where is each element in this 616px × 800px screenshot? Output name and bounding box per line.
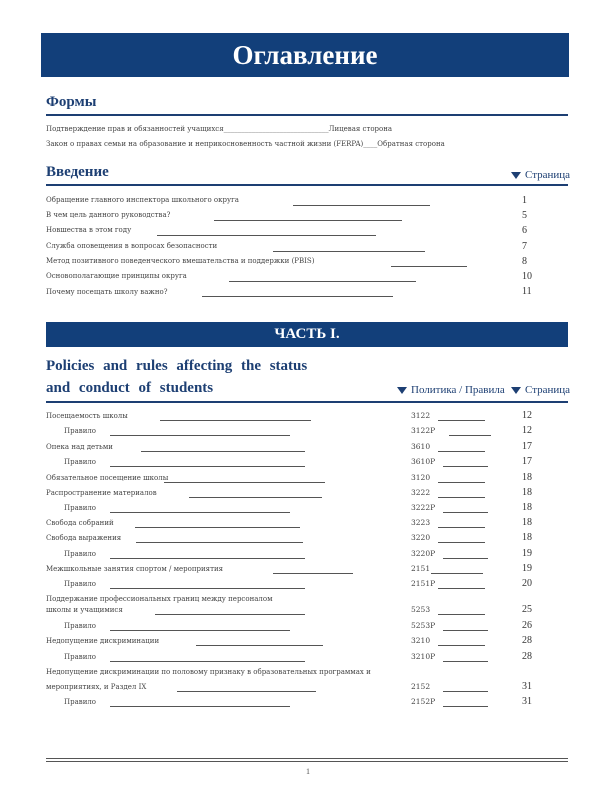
leader-line (293, 205, 430, 206)
leader-line (110, 466, 305, 467)
forms-line-2: Закон о правах семьи на образование и неприкосновенность частной жизни (FERPA)____Обратная сторона (46, 140, 445, 148)
part-banner-label: ЧАСТЬ I. (274, 326, 340, 342)
policy-label: Распространение материалов (46, 489, 157, 497)
part-banner (46, 322, 568, 347)
toc-label: В чем цель данного руководства? (46, 211, 171, 219)
leader-line (177, 691, 316, 692)
leader-line (110, 706, 290, 707)
policy-label: Свобода собраний (46, 519, 114, 527)
policy-code: 3220P (411, 549, 436, 558)
leader-line (449, 435, 491, 436)
policy-page: 28 (522, 651, 532, 662)
policies-heading-line-1: Policies and rules affecting the status (46, 358, 308, 374)
toc-label: Новшества в этом году (46, 226, 132, 234)
toc-label: Метод позитивного поведенческого вмешательства и поддержки (PBIS) (46, 257, 315, 265)
policy-page: 31 (522, 681, 532, 692)
policy-label: Правило (64, 698, 97, 706)
policy-code: 3610 (411, 442, 431, 451)
leader-line (438, 497, 485, 498)
policy-page: 25 (522, 604, 532, 615)
toc-page: 6 (522, 225, 527, 236)
policy-code: 3220 (411, 533, 431, 542)
leader-line (155, 614, 305, 615)
toc-label: Основополагающие принципы округа (46, 272, 187, 280)
leader-line (273, 251, 425, 252)
policy-label: Недопущение дискриминации (46, 637, 160, 645)
policy-code: 3222P (411, 503, 436, 512)
policy-page: 12 (522, 425, 532, 436)
leader-line (438, 527, 485, 528)
policy-code: 3122 (411, 411, 431, 420)
leader-line (443, 512, 488, 513)
leader-line (136, 542, 303, 543)
policy-code: 3222 (411, 488, 431, 497)
policy-page: 19 (522, 563, 532, 574)
policy-label: Межшкольные занятия спортом / мероприятия (46, 565, 224, 573)
leader-line (164, 482, 325, 483)
policies-page-column-header (511, 384, 570, 396)
leader-line (135, 527, 300, 528)
toc-page: 8 (522, 256, 527, 267)
policy-page: 17 (522, 456, 532, 467)
policies-page-col-label: Страница (525, 384, 571, 396)
footer-rule-bottom (46, 761, 568, 762)
policy-code: 2152P (411, 697, 436, 706)
leader-line (438, 542, 485, 543)
policy-code: 2152 (411, 682, 431, 691)
policy-page: 28 (522, 635, 532, 646)
leader-line (438, 645, 485, 646)
policy-label: Правило (64, 550, 97, 558)
page-number: 1 (306, 767, 310, 776)
forms-rule (46, 114, 568, 116)
leader-line (110, 661, 305, 662)
policy-label: Правило (64, 504, 97, 512)
leader-line (189, 497, 322, 498)
leader-line (443, 691, 488, 692)
policy-code: 3210 (411, 636, 431, 645)
leader-line (110, 558, 305, 559)
leader-line (443, 558, 488, 559)
leader-line (141, 451, 305, 452)
leader-line (443, 706, 488, 707)
leader-line (196, 645, 323, 646)
leader-line (443, 661, 488, 662)
triangle-down-icon (397, 387, 407, 394)
policy-page: 31 (522, 696, 532, 707)
triangle-down-icon (511, 172, 521, 179)
toc-label: Почему посещать школу важно? (46, 288, 168, 296)
leader-line (443, 630, 488, 631)
policy-page: 18 (522, 487, 532, 498)
leader-line (438, 451, 485, 452)
policy-code: 3122P (411, 426, 436, 435)
policy-label: Правило (64, 458, 97, 466)
policy-code: 3120 (411, 473, 431, 482)
policy-page: 19 (522, 548, 532, 559)
toc-page: 11 (522, 286, 532, 297)
policy-label: Правило (64, 653, 97, 661)
leader-line (214, 220, 402, 221)
forms-heading: Формы (46, 94, 97, 110)
intro-rule (46, 184, 568, 186)
title-banner (41, 33, 569, 77)
policy-page: 12 (522, 410, 532, 421)
policy-code: 3610P (411, 457, 436, 466)
leader-line (443, 466, 488, 467)
policy-label: Поддержание профессиональных границ между персоналом (46, 595, 273, 603)
toc-page: 5 (522, 210, 527, 221)
leader-line (160, 420, 311, 421)
policy-code: 5253 (411, 605, 431, 614)
policy-label: Правило (64, 580, 97, 588)
policy-label-continued: мероприятиях, и Раздел IX (46, 683, 147, 691)
policy-page: 18 (522, 517, 532, 528)
toc-page: 10 (522, 271, 532, 282)
forms-line-1: Подтверждение прав и обязанностей учащихся______________________________Лицевая сторона (46, 125, 393, 133)
policies-rule (46, 401, 568, 403)
leader-line (229, 281, 416, 282)
leader-line (438, 420, 485, 421)
policy-page: 18 (522, 532, 532, 543)
policy-code: 2151P (411, 579, 436, 588)
policy-column-header (397, 384, 505, 396)
policy-page: 20 (522, 578, 532, 589)
policy-label-continued: школы и учащимися (46, 606, 123, 614)
toc-page: 1 (522, 195, 527, 206)
policy-code: 5253P (411, 621, 436, 630)
leader-line (157, 235, 376, 236)
policy-code: 2151 (411, 564, 431, 573)
triangle-down-icon (511, 387, 521, 394)
leader-line (273, 573, 353, 574)
policy-label: Правило (64, 427, 97, 435)
policy-page: 18 (522, 472, 532, 483)
leader-line (110, 512, 290, 513)
leader-line (202, 296, 393, 297)
leader-line (438, 614, 485, 615)
policy-label: Правило (64, 622, 97, 630)
policies-heading-line-2: and conduct of students (46, 380, 214, 396)
leader-line (110, 588, 305, 589)
page-title: Оглавление (232, 39, 378, 70)
policy-code: 3223 (411, 518, 431, 527)
leader-line (431, 573, 483, 574)
policy-label: Обязательное посещение школы (46, 474, 169, 482)
leader-line (391, 266, 467, 267)
policy-page: 18 (522, 502, 532, 513)
policy-label: Посещаемость школы (46, 412, 128, 420)
policy-col-label: Политика / Правила (411, 384, 505, 396)
policy-page: 26 (522, 620, 532, 631)
leader-line (110, 435, 290, 436)
toc-label: Служба оповещения в вопросах безопасности (46, 242, 218, 250)
policy-label: Недопущение дискриминации по половому признаку в образовательных программах и (46, 668, 371, 676)
policy-code: 3210P (411, 652, 436, 661)
toc-page: 7 (522, 241, 527, 252)
policy-label: Опека над детьми (46, 443, 113, 451)
policy-page: 17 (522, 441, 532, 452)
intro-page-col-label: Страница (525, 169, 571, 181)
policy-label: Свобода выражения (46, 534, 122, 542)
intro-page-column-header (511, 169, 570, 181)
leader-line (438, 588, 485, 589)
footer-rule-top (46, 758, 568, 759)
toc-label: Обращение главного инспектора школьного округа (46, 196, 239, 204)
leader-line (110, 630, 290, 631)
intro-heading: Введение (46, 164, 109, 180)
leader-line (438, 482, 485, 483)
